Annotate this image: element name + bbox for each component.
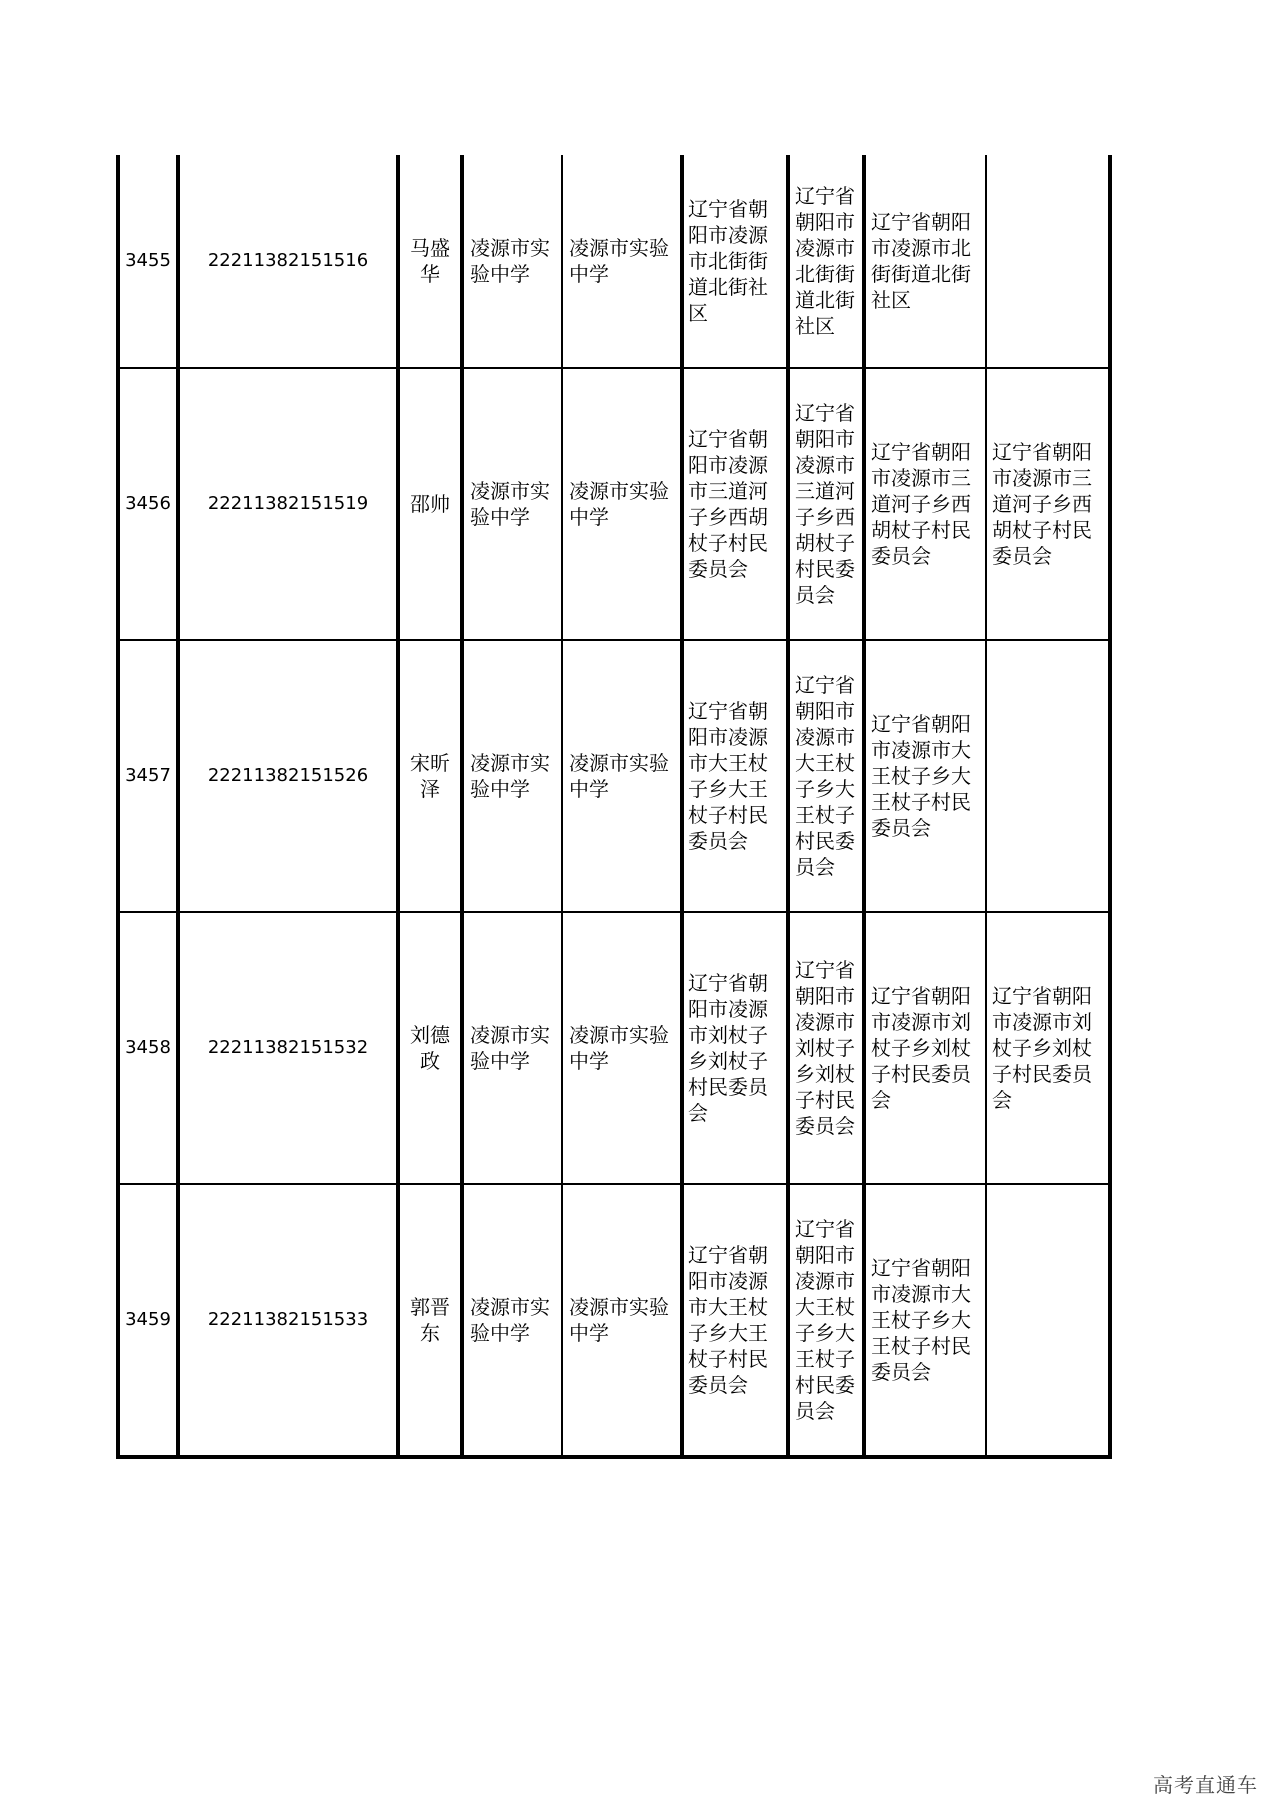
name-cell: 郭晋东	[398, 1184, 462, 1457]
exam-number-cell: 22211382151526	[178, 640, 398, 912]
seq-cell: 3459	[118, 1184, 178, 1457]
other-address-cell	[986, 1184, 1110, 1457]
graduation-school-cell: 凌源市实验中学	[562, 640, 682, 912]
watermark-text: 高考直通车	[1153, 1773, 1258, 1797]
exam-number-cell: 22211382151532	[178, 912, 398, 1184]
school-cell: 凌源市实验中学	[462, 912, 562, 1184]
school-cell: 凌源市实验中学	[462, 1184, 562, 1457]
exam-number-cell: 22211382151516	[178, 155, 398, 368]
school-cell: 凌源市实验中学	[462, 155, 562, 368]
table-row	[118, 640, 1110, 912]
residence-address-cell: 辽宁省朝阳市凌源市刘杖子乡刘杖子村民委员会	[788, 912, 864, 1184]
guardian-address-cell: 辽宁省朝阳市凌源市大王杖子乡大王杖子村民委员会	[864, 640, 986, 912]
guardian-address-cell: 辽宁省朝阳市凌源市三道河子乡西胡杖子村民委员会	[864, 368, 986, 640]
table-row	[118, 155, 1110, 368]
graduation-school-cell: 凌源市实验中学	[562, 368, 682, 640]
table-row	[118, 1184, 1110, 1457]
name-cell: 刘德政	[398, 912, 462, 1184]
graduation-school-cell: 凌源市实验中学	[562, 1184, 682, 1457]
other-address-cell	[986, 640, 1110, 912]
seq-cell: 3455	[118, 155, 178, 368]
exam-number-cell: 22211382151519	[178, 368, 398, 640]
table-row	[118, 368, 1110, 640]
residence-address-cell: 辽宁省朝阳市凌源市三道河子乡西胡杖子村民委员会	[788, 368, 864, 640]
graduation-school-cell: 凌源市实验中学	[562, 155, 682, 368]
household-address-cell: 辽宁省朝阳市凌源市北街街道北街社区	[682, 155, 788, 368]
guardian-address-cell: 辽宁省朝阳市凌源市北街街道北街社区	[864, 155, 986, 368]
household-address-cell: 辽宁省朝阳市凌源市三道河子乡西胡杖子村民委员会	[682, 368, 788, 640]
graduation-school-cell: 凌源市实验中学	[562, 912, 682, 1184]
seq-cell: 3457	[118, 640, 178, 912]
guardian-address-cell: 辽宁省朝阳市凌源市刘杖子乡刘杖子村民委员会	[864, 912, 986, 1184]
name-cell: 宋昕泽	[398, 640, 462, 912]
name-cell: 邵帅	[398, 368, 462, 640]
residence-address-cell: 辽宁省朝阳市凌源市北街街道北街社区	[788, 155, 864, 368]
exam-number-cell: 22211382151533	[178, 1184, 398, 1457]
other-address-cell: 辽宁省朝阳市凌源市刘杖子乡刘杖子村民委员会	[986, 912, 1110, 1184]
student-table	[116, 155, 1112, 1459]
other-address-cell	[986, 155, 1110, 368]
table-row	[118, 912, 1110, 1184]
seq-cell: 3456	[118, 368, 178, 640]
school-cell: 凌源市实验中学	[462, 368, 562, 640]
household-address-cell: 辽宁省朝阳市凌源市刘杖子乡刘杖子村民委员会	[682, 912, 788, 1184]
household-address-cell: 辽宁省朝阳市凌源市大王杖子乡大王杖子村民委员会	[682, 640, 788, 912]
other-address-cell: 辽宁省朝阳市凌源市三道河子乡西胡杖子村民委员会	[986, 368, 1110, 640]
seq-cell: 3458	[118, 912, 178, 1184]
residence-address-cell: 辽宁省朝阳市凌源市大王杖子乡大王杖子村民委员会	[788, 640, 864, 912]
guardian-address-cell: 辽宁省朝阳市凌源市大王杖子乡大王杖子村民委员会	[864, 1184, 986, 1457]
name-cell: 马盛华	[398, 155, 462, 368]
residence-address-cell: 辽宁省朝阳市凌源市大王杖子乡大王杖子村民委员会	[788, 1184, 864, 1457]
household-address-cell: 辽宁省朝阳市凌源市大王杖子乡大王杖子村民委员会	[682, 1184, 788, 1457]
school-cell: 凌源市实验中学	[462, 640, 562, 912]
